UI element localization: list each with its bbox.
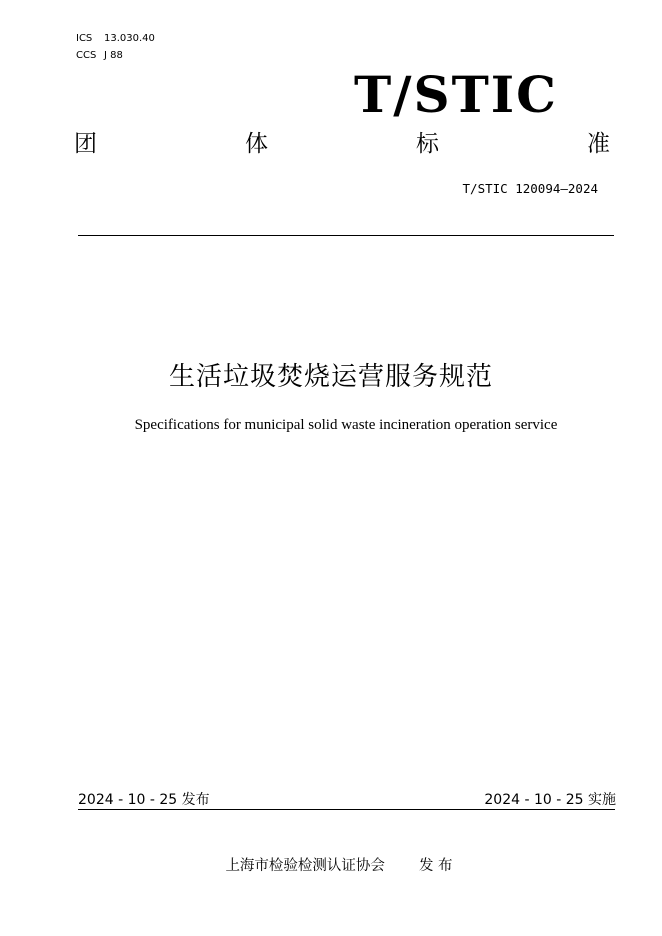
standard-number: T/STIC 120094—2024 bbox=[462, 181, 598, 196]
ccs-line bbox=[76, 50, 123, 62]
standard-type-char: 体 bbox=[245, 131, 268, 157]
publish-date: 2024 - 10 - 25 发布 bbox=[78, 792, 210, 808]
standard-logo: T/STIC bbox=[354, 65, 558, 124]
publish-word: 发 布 bbox=[418, 858, 453, 874]
ccs-code: J 88 bbox=[104, 50, 123, 61]
ics-label: ICS bbox=[76, 33, 93, 44]
implement-date: 2024 - 10 - 25 实施 bbox=[484, 792, 616, 808]
title-chinese: 生活垃圾焚烧运营服务规范 bbox=[168, 362, 493, 392]
standard-type bbox=[74, 128, 610, 160]
footer-divider bbox=[78, 809, 615, 810]
standard-type-char: 准 bbox=[587, 131, 610, 157]
standard-type-char: 标 bbox=[416, 131, 439, 157]
standard-type-char: 团 bbox=[74, 131, 97, 157]
ccs-label: CCS bbox=[76, 50, 97, 61]
title-english: Specifications for municipal solid waste incineration operation service bbox=[134, 417, 558, 433]
publisher-name: 上海市检验检测认证协会 bbox=[225, 858, 385, 874]
ics-code: 13.030.40 bbox=[104, 33, 155, 44]
header-divider bbox=[78, 235, 614, 236]
ics-line bbox=[76, 33, 155, 45]
publisher-line bbox=[0, 854, 662, 875]
